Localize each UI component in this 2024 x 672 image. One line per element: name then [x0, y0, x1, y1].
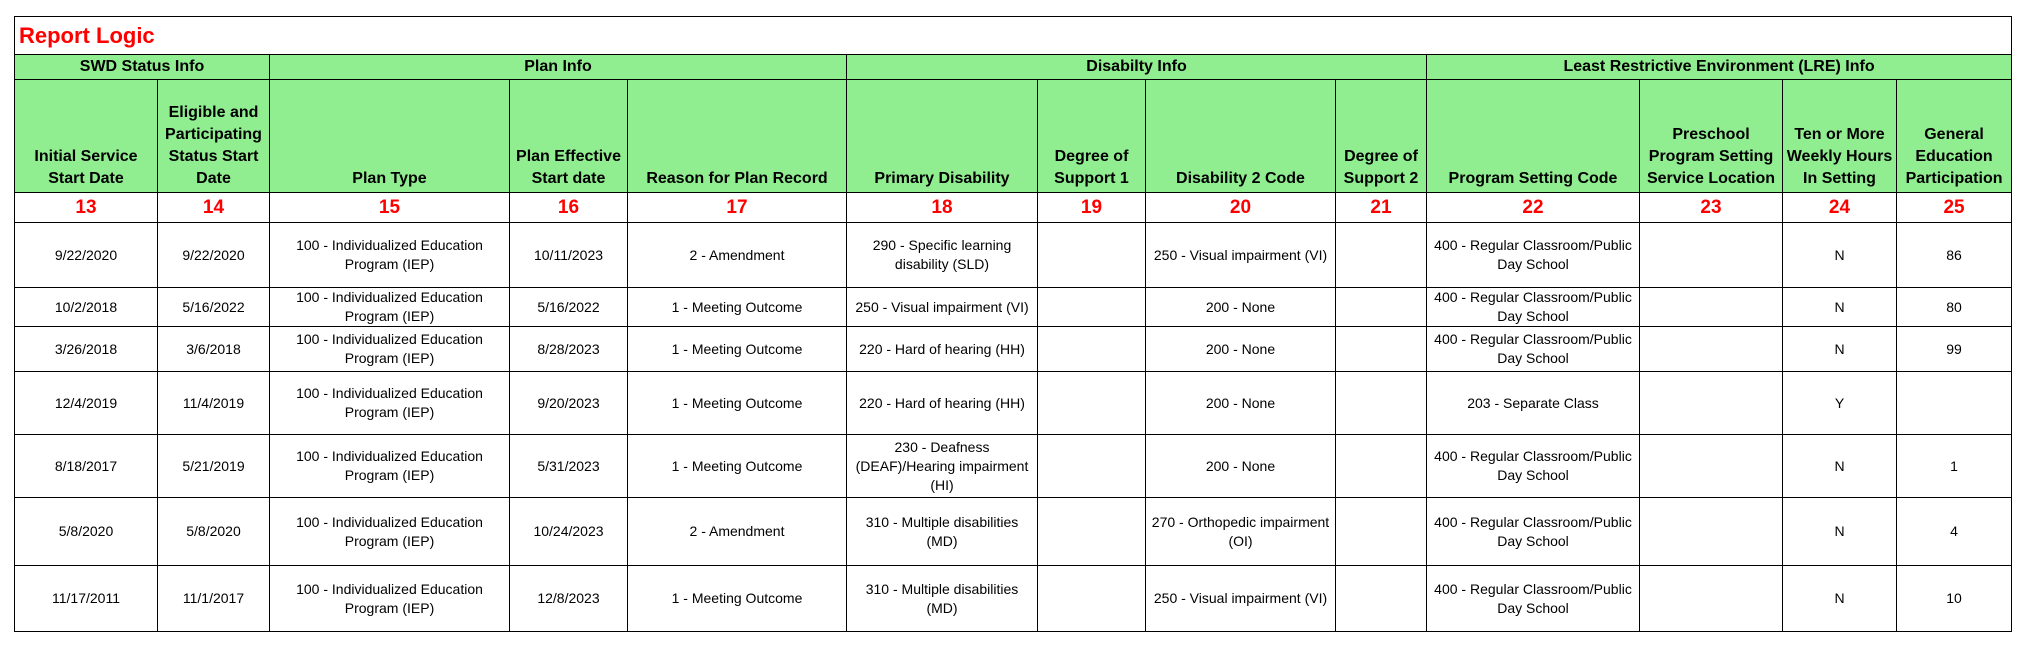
table-cell: 100 - Individualized Education Program (IEP) — [270, 435, 510, 498]
table-cell: 10/11/2023 — [510, 223, 628, 288]
column-header: Reason for Plan Record — [628, 80, 847, 193]
table-row — [15, 223, 2012, 288]
table-cell: 310 - Multiple disabilities (MD) — [847, 566, 1038, 632]
table-row — [15, 566, 2012, 632]
group-header: SWD Status Info — [15, 55, 270, 80]
table-cell: Y — [1783, 372, 1897, 435]
table-row — [15, 372, 2012, 435]
table-cell: 2 - Amendment — [628, 498, 847, 566]
table-cell: 9/22/2020 — [15, 223, 158, 288]
column-number: 20 — [1146, 193, 1336, 223]
table-cell: 2 - Amendment — [628, 223, 847, 288]
table-cell: 220 - Hard of hearing (HH) — [847, 327, 1038, 372]
group-header: Least Restrictive Environment (LRE) Info — [1427, 55, 2012, 80]
table-cell: 99 — [1897, 327, 2012, 372]
table-cell: 203 - Separate Class — [1427, 372, 1640, 435]
table-cell: 100 - Individualized Education Program (IEP) — [270, 223, 510, 288]
report-table — [14, 16, 2012, 632]
title-row — [15, 17, 2012, 55]
column-header: Program Setting Code — [1427, 80, 1640, 193]
table-cell: 1 - Meeting Outcome — [628, 566, 847, 632]
table-cell: N — [1783, 288, 1897, 327]
table-cell: 400 - Regular Classroom/Public Day School — [1427, 327, 1640, 372]
column-number: 24 — [1783, 193, 1897, 223]
column-header: Degree of Support 2 — [1336, 80, 1427, 193]
column-number: 13 — [15, 193, 158, 223]
table-cell: N — [1783, 327, 1897, 372]
column-number: 18 — [847, 193, 1038, 223]
table-cell: 400 - Regular Classroom/Public Day School — [1427, 288, 1640, 327]
group-header-row — [15, 55, 2012, 80]
table-cell: 270 - Orthopedic impairment (OI) — [1146, 498, 1336, 566]
table-cell — [1640, 498, 1783, 566]
table-cell: 400 - Regular Classroom/Public Day School — [1427, 223, 1640, 288]
column-header: Plan Type — [270, 80, 510, 193]
table-cell: 5/31/2023 — [510, 435, 628, 498]
table-cell: 11/4/2019 — [158, 372, 270, 435]
column-number-row — [15, 193, 2012, 223]
table-cell — [1640, 288, 1783, 327]
column-header: Eligible and Participating Status Start Date — [158, 80, 270, 193]
table-cell: 230 - Deafness (DEAF)/Hearing impairment (HI) — [847, 435, 1038, 498]
column-header: Initial Service Start Date — [15, 80, 158, 193]
table-cell: 200 - None — [1146, 435, 1336, 498]
table-cell: 1 — [1897, 435, 2012, 498]
report-sheet — [14, 16, 2012, 632]
table-cell — [1336, 288, 1427, 327]
column-header: Plan Effective Start date — [510, 80, 628, 193]
table-cell: 200 - None — [1146, 372, 1336, 435]
table-cell: 1 - Meeting Outcome — [628, 288, 847, 327]
group-header: Disabilty Info — [847, 55, 1427, 80]
table-cell: 4 — [1897, 498, 2012, 566]
table-cell: 9/22/2020 — [158, 223, 270, 288]
table-cell: 1 - Meeting Outcome — [628, 372, 847, 435]
table-cell: 310 - Multiple disabilities (MD) — [847, 498, 1038, 566]
table-cell: N — [1783, 435, 1897, 498]
table-row — [15, 498, 2012, 566]
table-cell: 400 - Regular Classroom/Public Day School — [1427, 498, 1640, 566]
column-number: 22 — [1427, 193, 1640, 223]
table-cell: 100 - Individualized Education Program (IEP) — [270, 372, 510, 435]
table-cell — [1336, 223, 1427, 288]
table-cell — [1336, 327, 1427, 372]
table-row — [15, 288, 2012, 327]
table-cell: 5/21/2019 — [158, 435, 270, 498]
table-cell: 12/8/2023 — [510, 566, 628, 632]
table-cell — [1640, 566, 1783, 632]
column-number: 21 — [1336, 193, 1427, 223]
table-cell: 11/1/2017 — [158, 566, 270, 632]
table-cell — [1038, 223, 1146, 288]
table-cell: 5/8/2020 — [158, 498, 270, 566]
table-cell — [1038, 498, 1146, 566]
column-header: Preschool Program Setting Service Location — [1640, 80, 1783, 193]
table-cell: 100 - Individualized Education Program (IEP) — [270, 288, 510, 327]
column-number: 25 — [1897, 193, 2012, 223]
report-title: Report Logic — [15, 17, 2012, 55]
table-cell — [1640, 327, 1783, 372]
table-cell — [1038, 435, 1146, 498]
table-cell: 11/17/2011 — [15, 566, 158, 632]
table-cell: 5/16/2022 — [510, 288, 628, 327]
table-cell: 8/18/2017 — [15, 435, 158, 498]
column-header: Disability 2 Code — [1146, 80, 1336, 193]
table-cell: 9/20/2023 — [510, 372, 628, 435]
table-cell: 10/2/2018 — [15, 288, 158, 327]
table-cell — [1336, 435, 1427, 498]
table-cell: 1 - Meeting Outcome — [628, 435, 847, 498]
table-cell: N — [1783, 566, 1897, 632]
table-cell: 86 — [1897, 223, 2012, 288]
table-cell: 3/26/2018 — [15, 327, 158, 372]
column-header: Primary Disability — [847, 80, 1038, 193]
table-row — [15, 435, 2012, 498]
table-cell: 3/6/2018 — [158, 327, 270, 372]
table-cell — [1038, 327, 1146, 372]
table-cell: 1 - Meeting Outcome — [628, 327, 847, 372]
table-cell — [1897, 372, 2012, 435]
table-cell: 8/28/2023 — [510, 327, 628, 372]
table-cell — [1640, 435, 1783, 498]
table-cell: 250 - Visual impairment (VI) — [1146, 566, 1336, 632]
column-number: 15 — [270, 193, 510, 223]
column-number: 14 — [158, 193, 270, 223]
table-cell: 10/24/2023 — [510, 498, 628, 566]
table-cell: 400 - Regular Classroom/Public Day School — [1427, 566, 1640, 632]
table-cell — [1336, 566, 1427, 632]
table-cell: 290 - Specific learning disability (SLD) — [847, 223, 1038, 288]
table-cell — [1038, 566, 1146, 632]
table-cell: 80 — [1897, 288, 2012, 327]
table-cell: 250 - Visual impairment (VI) — [847, 288, 1038, 327]
table-cell — [1640, 223, 1783, 288]
table-cell: N — [1783, 498, 1897, 566]
table-cell: 5/8/2020 — [15, 498, 158, 566]
column-header-row — [15, 80, 2012, 193]
table-cell: 12/4/2019 — [15, 372, 158, 435]
table-cell: 5/16/2022 — [158, 288, 270, 327]
column-number: 17 — [628, 193, 847, 223]
table-cell — [1038, 372, 1146, 435]
column-number: 16 — [510, 193, 628, 223]
table-cell: 100 - Individualized Education Program (IEP) — [270, 566, 510, 632]
table-cell: 200 - None — [1146, 288, 1336, 327]
table-cell: N — [1783, 223, 1897, 288]
column-number: 23 — [1640, 193, 1783, 223]
column-header: Ten or More Weekly Hours In Setting — [1783, 80, 1897, 193]
table-cell: 220 - Hard of hearing (HH) — [847, 372, 1038, 435]
group-header: Plan Info — [270, 55, 847, 80]
table-cell: 100 - Individualized Education Program (IEP) — [270, 327, 510, 372]
table-cell: 250 - Visual impairment (VI) — [1146, 223, 1336, 288]
table-cell — [1038, 288, 1146, 327]
table-row — [15, 327, 2012, 372]
table-cell: 100 - Individualized Education Program (IEP) — [270, 498, 510, 566]
table-cell: 10 — [1897, 566, 2012, 632]
table-cell — [1640, 372, 1783, 435]
column-header: Degree of Support 1 — [1038, 80, 1146, 193]
table-cell — [1336, 372, 1427, 435]
column-header: General Education Participation — [1897, 80, 2012, 193]
table-cell: 200 - None — [1146, 327, 1336, 372]
column-number: 19 — [1038, 193, 1146, 223]
table-cell — [1336, 498, 1427, 566]
table-cell: 400 - Regular Classroom/Public Day School — [1427, 435, 1640, 498]
